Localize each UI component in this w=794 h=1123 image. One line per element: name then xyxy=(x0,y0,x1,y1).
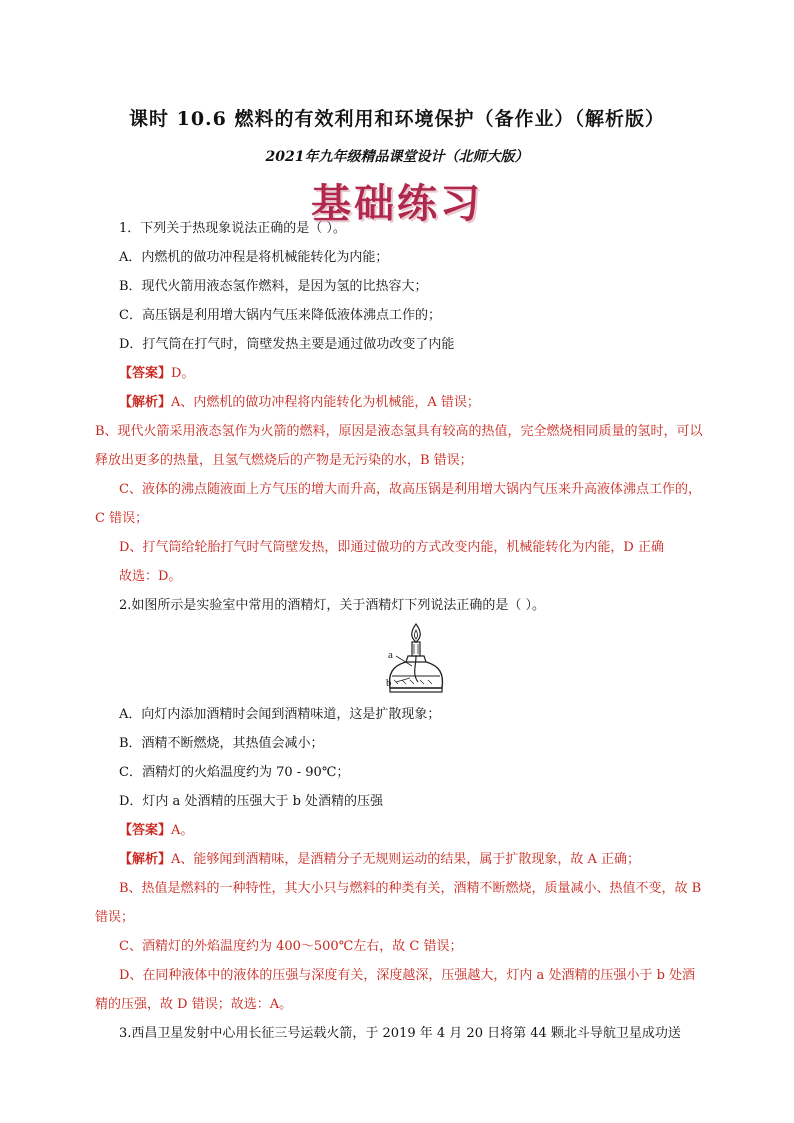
q2-option-d: D．灯内 a 处酒精的压强大于 b 处酒精的压强 xyxy=(119,794,384,809)
q3-stem: 3.西昌卫星发射中心用长征三号运载火箭，于 2019 年 4 月 20 日将第 44 颗北斗导航卫星成功送 xyxy=(119,1026,681,1041)
analysis-text: A、能够闻到酒精味，是酒精分子无规则运动的结果，属于扩散现象，故 A 正确； xyxy=(171,852,641,867)
q1-option-c: C．高压锅是利用增大锅内气压来降低液体沸点工作的； xyxy=(119,308,441,323)
content-body xyxy=(95,214,705,1048)
q1-analysis-c: C、液体的沸点随液面上方气压的增大而升高，故高压锅是利用增大锅内气压来升高液体沸点工作的，C 错误； xyxy=(95,482,701,526)
q2-analysis-a xyxy=(95,845,705,874)
figure-label-b: b xyxy=(386,677,392,689)
q1-analysis-d: D、打气筒给轮胎打气时气筒壁发热，即通过做功的方式改变内能，机械能转化为内能，D 正确 xyxy=(119,540,664,555)
alcohol-lamp-figure xyxy=(95,620,705,700)
section-banner: 基础练习 xyxy=(311,181,483,227)
q1-analysis-b: B、现代火箭采用液态氢作为火箭的燃料，原因是液态氢具有较高的热值，完全燃烧相同质量的氢时，可以释放出更多的热量，且氢气燃烧后的产物是无污染的水，B 错误； xyxy=(95,424,703,468)
alcohol-lamp-icon xyxy=(380,622,450,698)
page-title: 课时 10.6 燃料的有效利用和环境保护（备作业）（解析版） xyxy=(128,108,665,130)
q2-option-a: A．向灯内添加酒精时会闻到酒精味道，这是扩散现象； xyxy=(119,707,441,722)
q2-answer xyxy=(95,816,705,845)
q2-option-b: B．酒精不断燃烧，其热值会减小； xyxy=(119,736,324,751)
q2-stem: 2.如图所示是实验室中常用的酒精灯，关于酒精灯下列说法正确的是（ ）。 xyxy=(119,598,546,613)
q2-analysis-b: B、热值是燃料的一种特性，其大小只与燃料的种类有关，酒精不断燃烧，质量减小、热值不变，故 B 错误； xyxy=(95,881,702,925)
answer-tag: 【答案】 xyxy=(119,366,172,381)
figure-label-a: a xyxy=(388,649,393,661)
q1-option-d: D．打气筒在打气时，筒壁发热主要是通过做功改变了内能 xyxy=(119,337,455,352)
q1-conclusion: 故选：D。 xyxy=(119,569,182,584)
analysis-tag: 【解析】 xyxy=(119,852,172,867)
q1-option-a: A．内燃机的做功冲程是将机械能转化为内能； xyxy=(119,250,389,265)
q2-option-c: C．酒精灯的火焰温度约为 70 - 90℃； xyxy=(119,765,350,780)
q2-analysis-d: D、在同种液体中的液体的压强与深度有关，深度越深，压强越大，灯内 a 处酒精的压强小于 b 处酒精的压强，故 D 错误；故选：A。 xyxy=(95,968,696,1012)
answer-value: D。 xyxy=(171,366,195,381)
q1-answer xyxy=(95,359,705,388)
answer-tag: 【答案】 xyxy=(119,823,172,838)
answer-value: A。 xyxy=(171,823,194,838)
q2-analysis-c: C、酒精灯的外焰温度约为 400～500℃左右，故 C 错误； xyxy=(119,939,463,954)
q1-analysis-a xyxy=(95,388,705,417)
analysis-tag: 【解析】 xyxy=(119,395,172,410)
q1-option-b: B．现代火箭用液态氢作燃料，是因为氢的比热容大； xyxy=(119,279,428,294)
analysis-text: A、内燃机的做功冲程将内能转化为机械能，A 错误； xyxy=(171,395,480,410)
q1-stem: 1．下列关于热现象说法正确的是（ ）。 xyxy=(119,221,346,236)
page-subtitle: 2021年九年级精品课堂设计（北师大版） xyxy=(265,149,529,165)
